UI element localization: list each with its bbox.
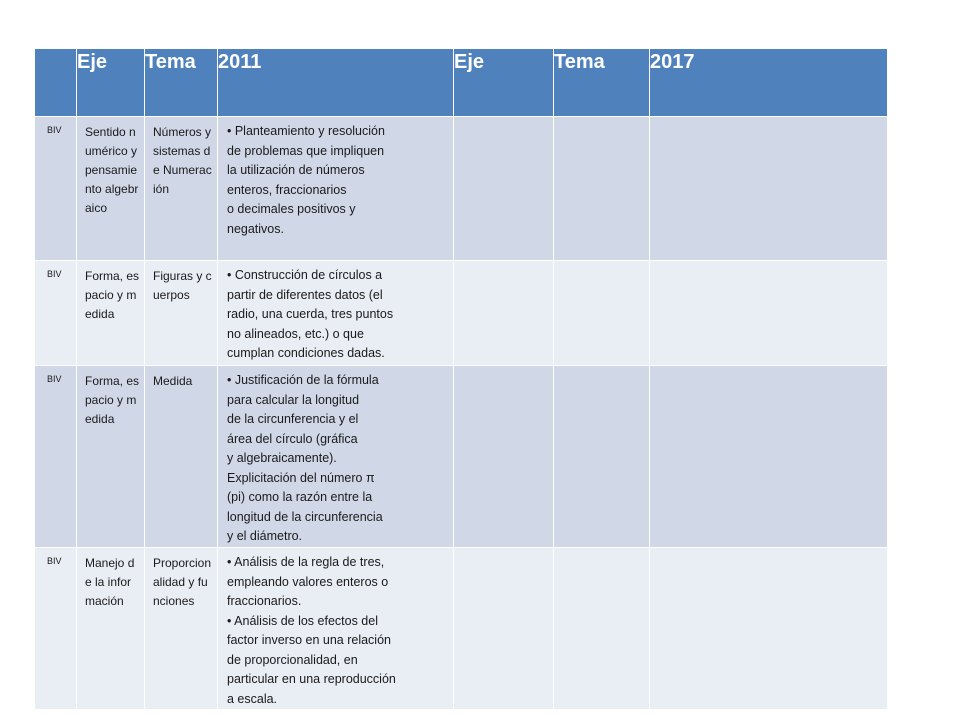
- content-line: • Análisis de la regla de tres,: [227, 555, 385, 569]
- content-line: • Análisis de los efectos del: [227, 613, 378, 628]
- content-2017-cell: [650, 117, 888, 261]
- tema-2017-cell: [554, 261, 650, 366]
- content-line: de proporcionalidad, en: [227, 652, 358, 667]
- content-2011-cell: [218, 366, 454, 548]
- eje-2017-cell: [454, 366, 554, 548]
- content-2011-cell: [218, 117, 454, 261]
- content-line: fraccionarios.: [227, 594, 302, 608]
- content-2011-cell: [218, 261, 454, 366]
- block-code-cell: BIV: [35, 261, 77, 366]
- content-line: de la circunferencia y el: [227, 412, 359, 426]
- content-line: y el diámetro.: [227, 529, 303, 543]
- content-line: • Justificación de la fórmula: [227, 373, 379, 387]
- tema-cell: Proporcionalidad y funciones: [145, 548, 218, 710]
- content-line: • Construcción de círculos a: [227, 268, 383, 282]
- tema-2017-cell: [554, 117, 650, 261]
- table-row: [35, 117, 888, 261]
- block-code-cell: BIV: [35, 366, 77, 548]
- content-line: negativos.: [227, 221, 284, 236]
- header-cell-tema-2011: Tema: [145, 49, 218, 117]
- eje-cell: Forma, espacio y medida: [77, 261, 145, 366]
- eje-cell: Sentido numérico y pensamiento algebraico: [77, 117, 145, 261]
- content-line: radio, una cuerda, tres puntos: [227, 307, 394, 321]
- header-cell-2017: 2017: [650, 49, 888, 117]
- tema-cell: Números y sistemas de Numeración: [145, 117, 218, 261]
- table-row: [35, 366, 888, 548]
- content-2017-cell: [650, 366, 888, 548]
- content-line: de problemas que impliquen: [227, 143, 385, 158]
- table-row: [35, 548, 888, 710]
- content-line: cumplan condiciones dadas.: [227, 346, 385, 360]
- content-line: (pi) como la razón entre la: [227, 490, 373, 504]
- tema-2017-cell: [554, 366, 650, 548]
- content-line: para calcular la longitud: [227, 392, 360, 407]
- eje-2017-cell: [454, 261, 554, 366]
- header-cell-blank: [35, 49, 77, 117]
- eje-2017-cell: [454, 117, 554, 261]
- eje-2017-cell: [454, 548, 554, 710]
- tema-cell: Figuras y cuerpos: [145, 261, 218, 366]
- content-2017-cell: [650, 548, 888, 710]
- content-line: a escala.: [227, 691, 278, 706]
- header-cell-2011: 2011: [218, 49, 454, 117]
- header-cell-eje-2017: Eje: [454, 49, 554, 117]
- header-cell-eje-2011: Eje: [77, 49, 145, 117]
- content-line: o decimales positivos y: [227, 202, 356, 216]
- content-line: • Planteamiento y resolución: [227, 124, 385, 138]
- content-line: área del círculo (gráfica: [227, 431, 358, 446]
- content-line: particular en una reproducción: [227, 672, 396, 686]
- content-line: no alineados, etc.) o que: [227, 326, 364, 341]
- content-line: Explicitación del número π: [227, 470, 375, 485]
- content-2017-cell: [650, 261, 888, 366]
- comparison-table: [34, 48, 888, 710]
- block-code-cell: BIV: [35, 548, 77, 710]
- header-row: [35, 49, 888, 117]
- content-line: longitud de la circunferencia: [227, 509, 383, 524]
- table-row: [35, 261, 888, 366]
- eje-cell: Forma, espacio y medida: [77, 366, 145, 548]
- content-line: empleando valores enteros o: [227, 574, 389, 589]
- content-2011-cell: [218, 548, 454, 710]
- header-cell-tema-2017: Tema: [554, 49, 650, 117]
- content-line: y algebraicamente).: [227, 451, 337, 465]
- content-line: factor inverso en una relación: [227, 633, 391, 647]
- content-line: enteros, fraccionarios: [227, 182, 347, 197]
- tema-cell: Medida: [145, 366, 218, 548]
- eje-cell: Manejo de la información: [77, 548, 145, 710]
- content-line: la utilización de números: [227, 163, 365, 177]
- block-code-cell: BIV: [35, 117, 77, 261]
- content-line: partir de diferentes datos (el: [227, 287, 383, 302]
- tema-2017-cell: [554, 548, 650, 710]
